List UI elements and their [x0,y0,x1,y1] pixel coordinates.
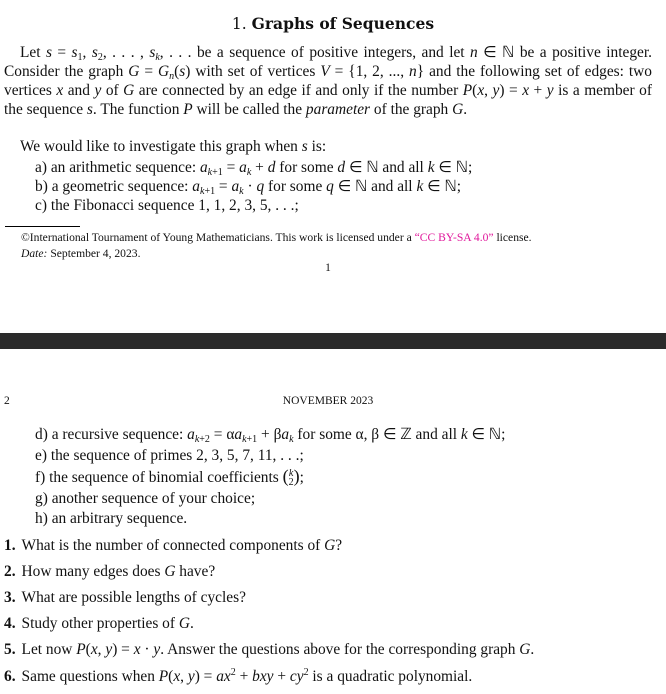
investigate-paragraph: We would like to investigate this graph when s is: [20,138,327,155]
page-1 [0,0,666,325]
sequence-list-2 [35,425,505,530]
question-6: 6. Same questions when P(x, $y) = ax^2$ + bxy + $cy^2$ is a quadratic polynomial. [4,667,473,685]
question-5: 5. Let now P(x, y) = x · y. Answer the questions above for the corresponding graph G. [4,641,535,658]
intro-paragraph: Let $s = s_1$, $s_2$, . . . , $s_k$, . . . be a sequence of positive integers, and let n ∈ ℕ be a positive integer. Consider the graph $G = G_n(s)$ with set of vertices V = {1, 2, ..., n} and the following set of edges: two vertices x and y of G are connected by an edge if and only if the number P(x, y) = x + y is a member of the sequence s. The function P will be called the parameter of the graph G. [4,44,652,118]
list-item: h) an arbitrary sequence. [35,510,188,527]
page-separator [0,333,666,349]
list-item: c) the Fibonacci sequence 1, 1, 2, 3, 5, . . .; [35,197,299,214]
footnote-rule [5,226,80,227]
section-title: 1. Graphs of Sequences [231,14,435,33]
page-number: 2 [4,395,10,407]
question-1: 1. What is the number of connected components of G? [4,537,343,554]
list-item: d) a recursive sequence: $a_{k+2} = \alpha a_{k+1} + \beta a_k$ for some α, β ∈ ℤ and all k ∈ ℕ; [35,426,506,445]
license-footnote: ©International Tournament of Young Mathematicians. This work is licensed under a “CC BY-SA 4.0” license. [21,231,532,244]
running-header: NOVEMBER 2023 [282,395,374,407]
list-item: f) the sequence of binomial coefficients (k 2); [35,466,304,489]
question-4: 4. Study other properties of G. [4,615,194,632]
question-2: 2. How many edges does G have? [4,563,216,580]
list-item: b) a geometric sequence: $a_{k+1} = a_k \cdot q$ for some q ∈ ℕ and all k ∈ ℕ; [35,178,461,197]
license-link[interactable]: “CC BY-SA 4.0” [414,231,494,244]
list-item: e) the sequence of primes 2, 3, 5, 7, 11, . . .; [35,446,304,464]
page-2 [0,349,666,694]
list-item: a) an arithmetic sequence: $a_{k+1} = a_k + d$ for some d ∈ ℕ and all k ∈ ℕ; [35,159,473,178]
date-footnote: Date: September 4, 2023. [21,247,141,260]
sequence-list-1 [35,158,472,215]
page-number: 1 [325,262,331,274]
question-3: 3. What are possible lengths of cycles? [4,589,246,606]
list-item: g) another sequence of your choice; [35,489,256,507]
section-title-text: Graphs of Sequences [251,14,435,33]
